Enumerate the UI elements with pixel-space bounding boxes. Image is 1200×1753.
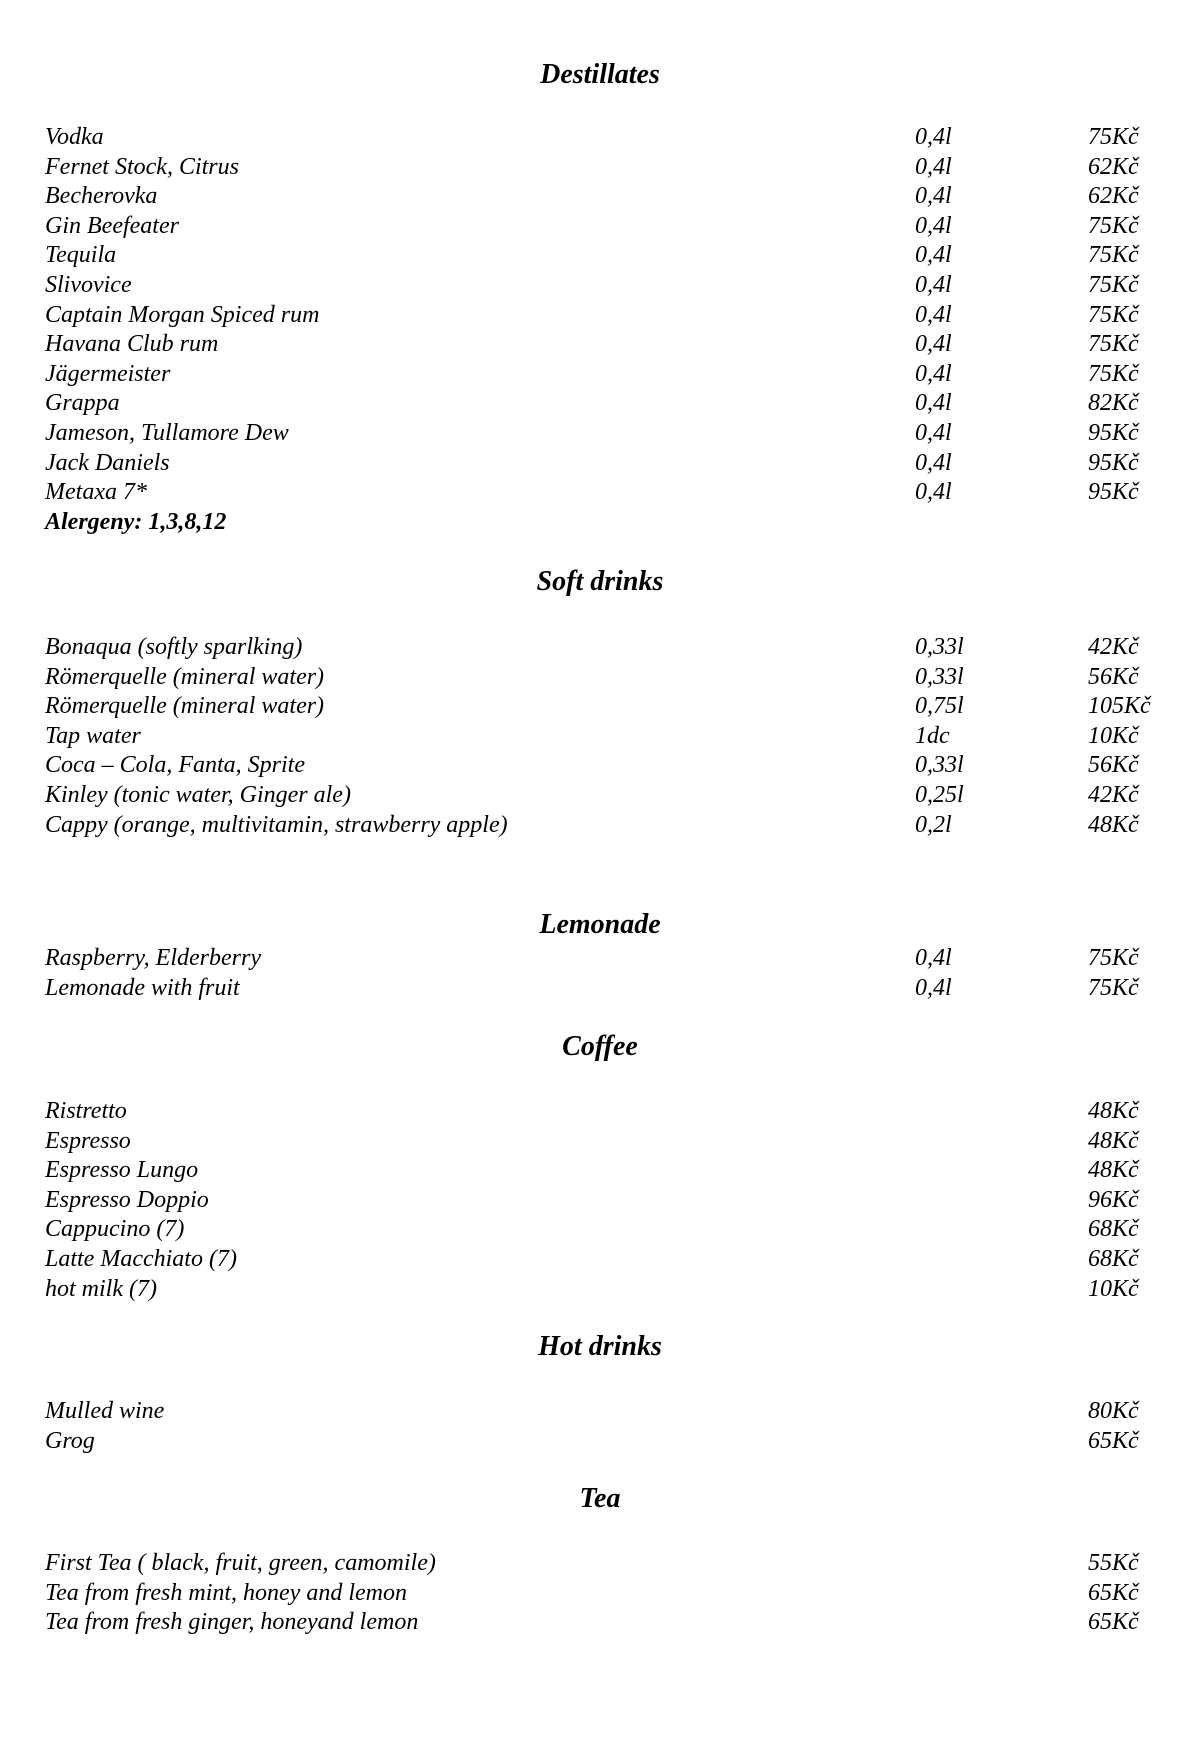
section-heading-destillates: Destillates <box>540 59 660 90</box>
item-name: Fernet Stock, Citrus <box>45 154 239 180</box>
item-volume: 0,33l <box>915 664 964 690</box>
section-heading-soft-drinks: Soft drinks <box>536 566 664 597</box>
item-volume: 0,4l <box>915 242 952 268</box>
item-name: Ristretto <box>45 1098 127 1124</box>
menu-item <box>45 240 1165 270</box>
item-price: 55Kč <box>1088 1550 1139 1576</box>
item-price: 48Kč <box>1088 1128 1139 1154</box>
section-heading-hot-drinks: Hot drinks <box>538 1331 662 1362</box>
item-name: Mulled wine <box>45 1398 165 1424</box>
item-price: 10Kč <box>1088 1276 1139 1302</box>
menu-item <box>45 122 1165 152</box>
menu-item <box>45 632 1165 662</box>
item-name: Slivovice <box>45 272 132 298</box>
item-name: Grog <box>45 1428 95 1454</box>
menu-item <box>45 1274 1165 1304</box>
item-volume: 0,4l <box>915 124 952 150</box>
item-name: Becherovka <box>45 183 158 209</box>
item-volume: 0,4l <box>915 272 952 298</box>
menu-item <box>45 1096 1165 1126</box>
item-name: Jägermeister <box>45 361 171 387</box>
item-name: Raspberry, Elderberry <box>45 945 261 971</box>
item-volume: 0,4l <box>915 420 952 446</box>
menu-item <box>45 1607 1165 1637</box>
item-price: 75Kč <box>1088 331 1139 357</box>
item-price: 65Kč <box>1088 1580 1139 1606</box>
menu-item <box>45 750 1165 780</box>
item-name: Grappa <box>45 390 120 416</box>
item-volume: 0,4l <box>915 479 952 505</box>
item-name: Jameson, Tullamore Dew <box>45 420 289 446</box>
item-name: Tea from fresh ginger, honeyand lemon <box>45 1609 419 1635</box>
menu-item <box>45 943 1165 973</box>
item-price: 82Kč <box>1088 390 1139 416</box>
item-price: 105Kč <box>1088 693 1151 719</box>
item-price: 75Kč <box>1088 242 1139 268</box>
item-volume: 0,4l <box>915 361 952 387</box>
item-name: Coca – Cola, Fanta, Sprite <box>45 752 305 778</box>
menu-item <box>45 1396 1165 1426</box>
item-volume: 0,4l <box>915 975 952 1001</box>
menu-item <box>45 477 1165 507</box>
menu-item <box>45 448 1165 478</box>
item-price: 48Kč <box>1088 1098 1139 1124</box>
allergen-note: Alergeny: 1,3,8,12 <box>45 509 227 535</box>
item-name: Havana Club rum <box>45 331 219 357</box>
item-name: Espresso Lungo <box>45 1157 199 1183</box>
menu-item <box>45 1185 1165 1215</box>
item-price: 42Kč <box>1088 782 1139 808</box>
menu-item <box>45 973 1165 1003</box>
item-name: Tea from fresh mint, honey and lemon <box>45 1580 407 1606</box>
item-volume: 0,4l <box>915 302 952 328</box>
item-price: 75Kč <box>1088 213 1139 239</box>
item-name: Latte Macchiato (7) <box>45 1246 237 1272</box>
menu-item <box>45 270 1165 300</box>
menu-item <box>45 721 1165 751</box>
item-name: Vodka <box>45 124 104 150</box>
item-name: Captain Morgan Spiced rum <box>45 302 320 328</box>
item-volume: 0,4l <box>915 183 952 209</box>
menu-item <box>45 418 1165 448</box>
item-volume: 0,2l <box>915 812 952 838</box>
menu-item <box>45 662 1165 692</box>
item-volume: 0,33l <box>915 634 964 660</box>
menu-item <box>45 388 1165 418</box>
item-price: 75Kč <box>1088 272 1139 298</box>
menu-item <box>45 300 1165 330</box>
menu-item <box>45 1244 1165 1274</box>
item-volume: 0,75l <box>915 693 964 719</box>
menu-item <box>45 780 1165 810</box>
item-price: 56Kč <box>1088 664 1139 690</box>
item-name: Kinley (tonic water, Ginger ale) <box>45 782 351 808</box>
item-volume: 0,4l <box>915 390 952 416</box>
item-volume: 0,4l <box>915 450 952 476</box>
menu-item <box>45 1426 1165 1456</box>
item-name: Espresso Doppio <box>45 1187 209 1213</box>
item-price: 10Kč <box>1088 723 1139 749</box>
item-price: 75Kč <box>1088 975 1139 1001</box>
item-price: 95Kč <box>1088 420 1139 446</box>
item-volume: 0,4l <box>915 945 952 971</box>
menu-item <box>45 359 1165 389</box>
menu-item <box>45 1578 1165 1608</box>
item-price: 42Kč <box>1088 634 1139 660</box>
item-name: hot milk (7) <box>45 1276 157 1302</box>
item-name: Metaxa 7* <box>45 479 147 505</box>
item-name: Jack Daniels <box>45 450 170 476</box>
item-price: 75Kč <box>1088 302 1139 328</box>
menu-item <box>45 152 1165 182</box>
menu-item <box>45 181 1165 211</box>
item-volume: 0,4l <box>915 331 952 357</box>
menu-item <box>45 329 1165 359</box>
item-price: 65Kč <box>1088 1428 1139 1454</box>
item-volume: 0,4l <box>915 213 952 239</box>
menu-item <box>45 810 1165 840</box>
section-heading-lemonade: Lemonade <box>539 909 661 940</box>
item-price: 75Kč <box>1088 945 1139 971</box>
item-name: Römerquelle (mineral water) <box>45 664 325 690</box>
menu-item <box>45 1126 1165 1156</box>
item-volume: 1dc <box>915 723 950 749</box>
item-price: 75Kč <box>1088 361 1139 387</box>
menu-item <box>45 1155 1165 1185</box>
section-heading-coffee: Coffee <box>562 1031 638 1062</box>
item-price: 96Kč <box>1088 1187 1139 1213</box>
item-name: First Tea ( black, fruit, green, camomile) <box>45 1550 436 1576</box>
item-name: Gin Beefeater <box>45 213 179 239</box>
menu-item <box>45 1214 1165 1244</box>
item-price: 65Kč <box>1088 1609 1139 1635</box>
item-name: Tap water <box>45 723 141 749</box>
item-price: 80Kč <box>1088 1398 1139 1424</box>
item-name: Espresso <box>45 1128 131 1154</box>
item-volume: 0,33l <box>915 752 964 778</box>
section-heading-tea: Tea <box>579 1483 621 1514</box>
item-price: 48Kč <box>1088 1157 1139 1183</box>
item-price: 56Kč <box>1088 752 1139 778</box>
item-name: Tequila <box>45 242 117 268</box>
item-name: Römerquelle (mineral water) <box>45 693 325 719</box>
item-name: Cappucino (7) <box>45 1216 185 1242</box>
item-price: 48Kč <box>1088 812 1139 838</box>
item-name: Cappy (orange, multivitamin, strawberry apple) <box>45 812 508 838</box>
item-price: 95Kč <box>1088 450 1139 476</box>
item-price: 62Kč <box>1088 183 1139 209</box>
item-price: 75Kč <box>1088 124 1139 150</box>
item-name: Bonaqua (softly sparlking) <box>45 634 303 660</box>
item-price: 95Kč <box>1088 479 1139 505</box>
menu-item <box>45 691 1165 721</box>
menu-item <box>45 1548 1165 1578</box>
item-price: 68Kč <box>1088 1246 1139 1272</box>
item-price: 62Kč <box>1088 154 1139 180</box>
item-volume: 0,25l <box>915 782 964 808</box>
item-price: 68Kč <box>1088 1216 1139 1242</box>
menu-item <box>45 211 1165 241</box>
item-name: Lemonade with fruit <box>45 975 240 1001</box>
item-volume: 0,4l <box>915 154 952 180</box>
